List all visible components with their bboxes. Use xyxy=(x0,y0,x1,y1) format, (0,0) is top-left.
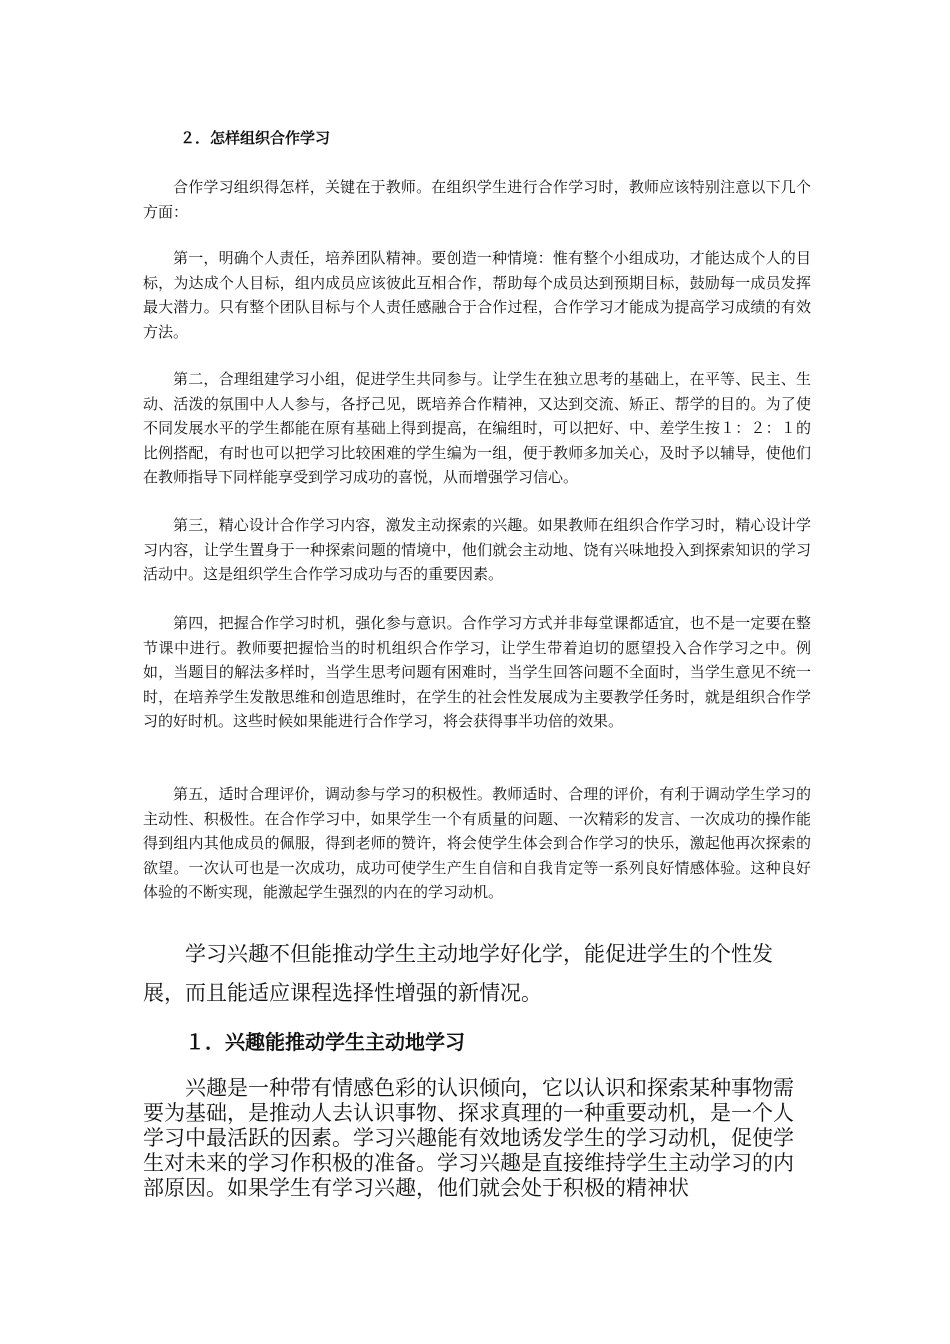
section-heading-interest-drives-learning: １．兴趣能推动学生主动地学习 xyxy=(185,1030,465,1054)
paragraph-point-3: 第三，精心设计合作学习内容，激发主动探索的兴趣。如果教师在组织合作学习时，精心设计学习内容，让学生置身于一种探索问题的情境中，他们就会主动地、饶有兴味地投入到探索知识的学习活动中。这是组织学生合作学习成功与否的重要因素。 xyxy=(143,516,811,584)
section-heading-organize-cooperative-learning: ２．怎样组织合作学习 xyxy=(180,129,331,147)
paragraph-interest-body: 兴趣是一种带有情感色彩的认识倾向，它以认识和探索某种事物需要为基础，是推动人去认识事物、探求真理的一种重要动机，是一个人学习中最活跃的因素。学习兴趣能有效地诱发学生的学习动机，促使学生对未来的学习作积极的准备。学习兴趣是直接维持学生主动学习的内部原因。如果学生有学习兴趣，他们就会处于积极的精神状 xyxy=(143,1076,794,1200)
paragraph-point-1: 第一，明确个人责任，培养团队精神。要创造一种情境：惟有整个小组成功，才能达成个人的目标，为达成个人目标，组内成员应该彼此互相合作，帮助每个成员达到预期目标，鼓励每一成员发挥最大潜力。只有整个团队目标与个人责任感融合于合作过程，合作学习才能成为提高学习成绩的有效方法。 xyxy=(143,249,811,341)
paragraph-interest-lead: 学习兴趣不但能推动学生主动地学好化学，能促进学生的个性发展，而且能适应课程选择性增强的新情况。 xyxy=(143,942,773,1005)
paragraph-intro: 合作学习组织得怎样，关键在于教师。在组织学生进行合作学习时，教师应该特别注意以下几个方面： xyxy=(143,178,811,221)
paragraph-point-5: 第五，适时合理评价，调动参与学习的积极性。教师适时、合理的评价，有利于调动学生学习的主动性、积极性。在合作学习中，如果学生一个有质量的问题、一次精彩的发言、一次成功的操作能得到组内其他成员的佩服，得到老师的赞许，将会使学生体会到合作学习的快乐，激起他再次探索的欲望。一次认可也是一次成功，成功可使学生产生自信和自我肯定等一系列良好情感体验。这种良好体验的不断实现，能激起学生强烈的内在的学习动机。 xyxy=(143,785,811,902)
paragraph-point-4: 第四，把握合作学习时机，强化参与意识。合作学习方式并非每堂课都适宜，也不是一定要在整节课中进行。教师要把握恰当的时机组织合作学习，让学生带着迫切的愿望投入合作学习之中。例如，当题目的解法多样时，当学生思考问题有困难时，当学生回答问题不全面时，当学生意见不统一时，在培养学生发散思维和创造思维时，在学生的社会性发展成为主要教学任务时，就是组织合作学习的好时机。这些时候如果能进行合作学习，将会获得事半功倍的效果。 xyxy=(143,614,811,731)
paragraph-point-2: 第二，合理组建学习小组，促进学生共同参与。让学生在独立思考的基础上，在平等、民主、生动、活泼的氛围中人人参与，各抒己见，既培养合作精神，又达到交流、矫正、帮学的目的。为了使不同发展水平的学生都能在原有基础上得到提高，在编组时，可以把好、中、差学生按１：２：１的比例搭配，有时也可以把学习比较困难的学生编为一组，便于教师多加关心，及时予以辅导，使他们在教师指导下同样能享受到学习成功的喜悦，从而增强学习信心。 xyxy=(143,370,811,487)
